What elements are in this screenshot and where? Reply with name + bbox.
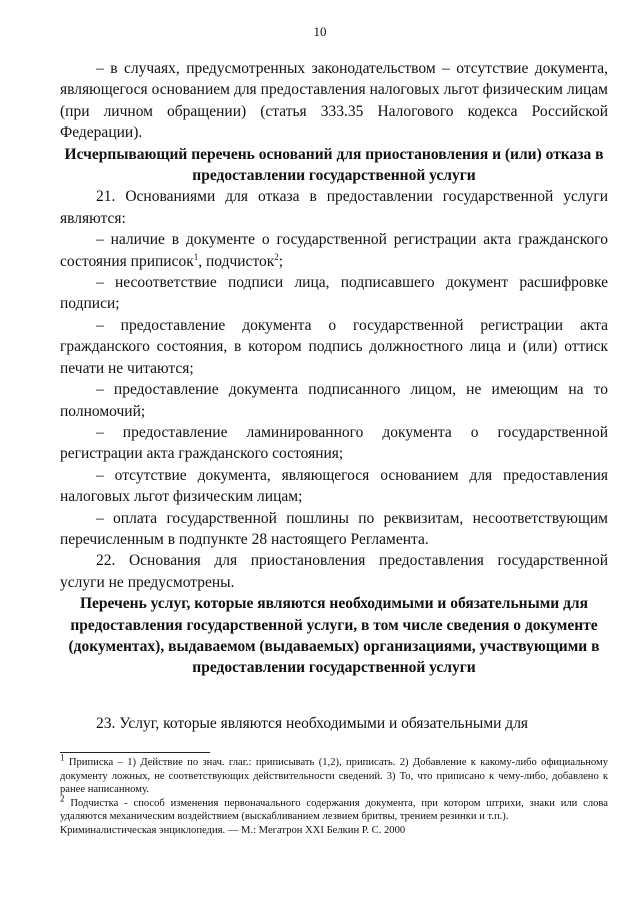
item-21-bullet-5: – предоставление ламинированного документа о государственной регистрации акта гражданского состояния; bbox=[60, 423, 608, 463]
item-21-intro: 21. Основаниями для отказа в предоставлении государственной услуги являются: bbox=[60, 188, 608, 227]
footnotes bbox=[60, 752, 608, 838]
footnote-divider bbox=[60, 752, 210, 753]
footnote-2-text: Подчистка - способ изменения первоначального содержания документа, при котором штрихи, знаки или слова удаляются механическим воздействием (выскабливанием лезвием бритвы, трением резинки и т.п.). bbox=[60, 797, 608, 823]
footnote-source: Криминалистическая энциклопедия. — М.: Мегатрон XXI Белкин Р. С. 2000 bbox=[60, 824, 406, 836]
item-23: 23. Услуг, которые являются необходимыми и обязательными для bbox=[96, 714, 529, 732]
bullet-1-end: ; bbox=[278, 252, 284, 270]
item-21-bullet-6: – отсутствие документа, являющегося основанием для предоставления налоговых льгот физическим лицам; bbox=[60, 466, 608, 506]
item-21-bullet-4: – предоставление документа подписанного лицом, не имеющим на то полномочий; bbox=[60, 381, 608, 420]
footnote-1-text: Приписка – 1) Действие по знач. глаг.: приписывать (1,2), приписать. 2) Добавление к какому-либо официальному документу ложных, не соответствующих действительности сведений. 3) То, что приписано к чему-либо, добавлено к ранее написанному. bbox=[60, 757, 608, 796]
item-21-bullet-7: – оплата государственной пошлины по реквизитам, несоответствующим перечисленным в подпункте 28 настоящего Регламента. bbox=[60, 509, 608, 548]
footnote-1 bbox=[60, 752, 608, 797]
item-22: 22. Основания для приостановления предоставления государственной услуги не предусмотрены. bbox=[60, 552, 608, 591]
item-21-bullet-1 bbox=[60, 229, 608, 272]
section-heading-services: Перечень услуг, которые являются необходимыми и обязательными для предоставления государственной услуги, в том числе сведения о документе (документах), выдаваемом (выдаваемых) организациями, участвующими в предоставлении государственной услуги bbox=[68, 595, 600, 677]
item-21-bullet-2: – несоответствие подписи лица, подписавшего документ расшифровке подписи; bbox=[60, 274, 608, 313]
footnote-ref-1[interactable]: 1 bbox=[193, 251, 199, 262]
item-21-bullet-3: – предоставление документа о государственной регистрации акта гражданского состояния, в котором подпись должностного лица и (или) оттиск печати не читаются; bbox=[60, 316, 608, 377]
footnote-2 bbox=[60, 793, 608, 824]
footnote-2-mark: 2 bbox=[60, 793, 65, 804]
footnote-ref-2[interactable]: 2 bbox=[274, 251, 279, 262]
section-heading-grounds: Исчерпывающий перечень оснований для приостановления и (или) отказа в предоставлении государственной услуги bbox=[64, 145, 604, 185]
document-body bbox=[60, 58, 608, 734]
bullet-1-sep: , подчисток bbox=[198, 252, 275, 270]
paragraph-tax-benefit: – в случаях, предусмотренных законодательством – отсутствие документа, являющегося основанием для предоставления налоговых льгот физическим лицам (при личном обращении) (статья 333.35 Налогового кодекса Российской Федерации). bbox=[60, 60, 608, 142]
bullet-1-text: – наличие в документе о государственной регистрации акта гражданского состояния приписок bbox=[60, 231, 608, 270]
page-number: 10 bbox=[313, 24, 327, 39]
footnote-1-mark: 1 bbox=[60, 752, 65, 763]
